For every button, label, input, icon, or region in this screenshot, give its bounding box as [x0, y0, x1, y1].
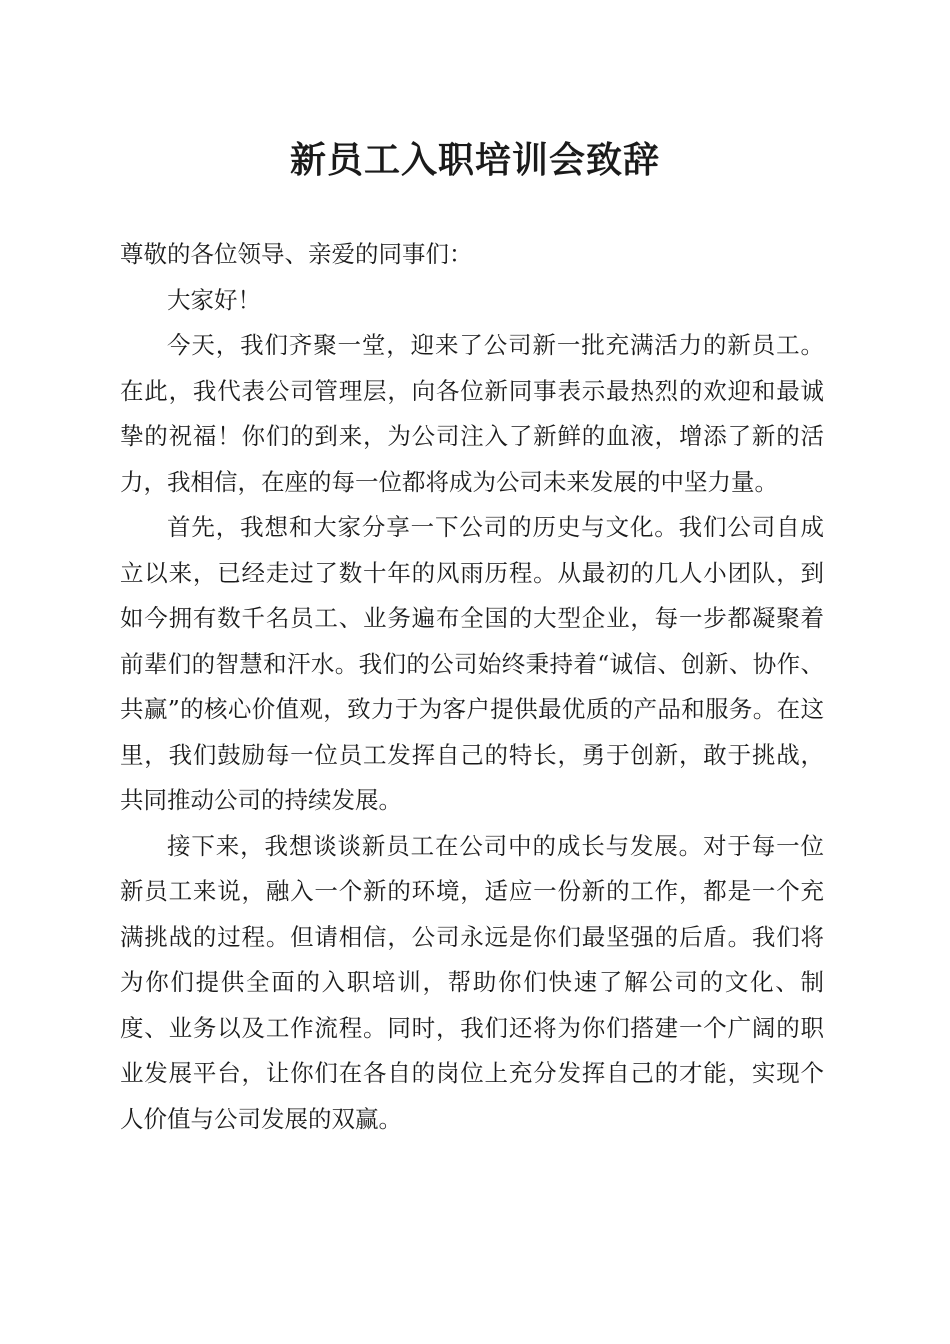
document-body — [120, 232, 824, 1142]
document-title: 新员工入职培训会致辞 — [289, 139, 660, 181]
paragraph-employee-growth: 接下来，我想谈谈新员工在公司中的成长与发展。对于每一位新员工来说，融入一个新的环境，适应一份新的工作，都是一个充满挑战的过程。但请相信，公司永远是你们最坚强的后盾。我们将为你们提供全面的入职培训，帮助你们快速了解公司的文化、制度、业务以及工作流程。同时，我们还将为你们搭建一个广阔的职业发展平台，让你们在各自的岗位上充分发挥自己的才能，实现个人价值与公司发展的双赢。 — [120, 831, 824, 1133]
salutation: 尊敬的各位领导、亲爱的同事们： — [120, 240, 473, 268]
paragraph-company-history: 首先，我想和大家分享一下公司的历史与文化。我们公司自成立以来，已经走过了数十年的风雨历程。从最初的几人小团队，到如今拥有数千名员工、业务遍布全国的大型企业，每一步都凝聚着前辈们的智慧和汗水。我们的公司始终秉持着“诚信、创新、协作、共赢”的核心价值观，致力于为客户提供最优质的产品和服务。在这里，我们鼓励每一位员工发挥自己的特长，勇于创新，敢于挑战，共同推动公司的持续发展。 — [120, 513, 824, 814]
paragraph-welcome: 今天，我们齐聚一堂，迎来了公司新一批充满活力的新员工。在此，我代表公司管理层，向各位新同事表示最热烈的欢迎和最诚挚的祝福！你们的到来，为公司注入了新鲜的血液，增添了新的活力，我相信，在座的每一位都将成为公司未来发展的中坚力量。 — [120, 331, 824, 496]
paragraph-greeting: 大家好！ — [167, 285, 261, 314]
